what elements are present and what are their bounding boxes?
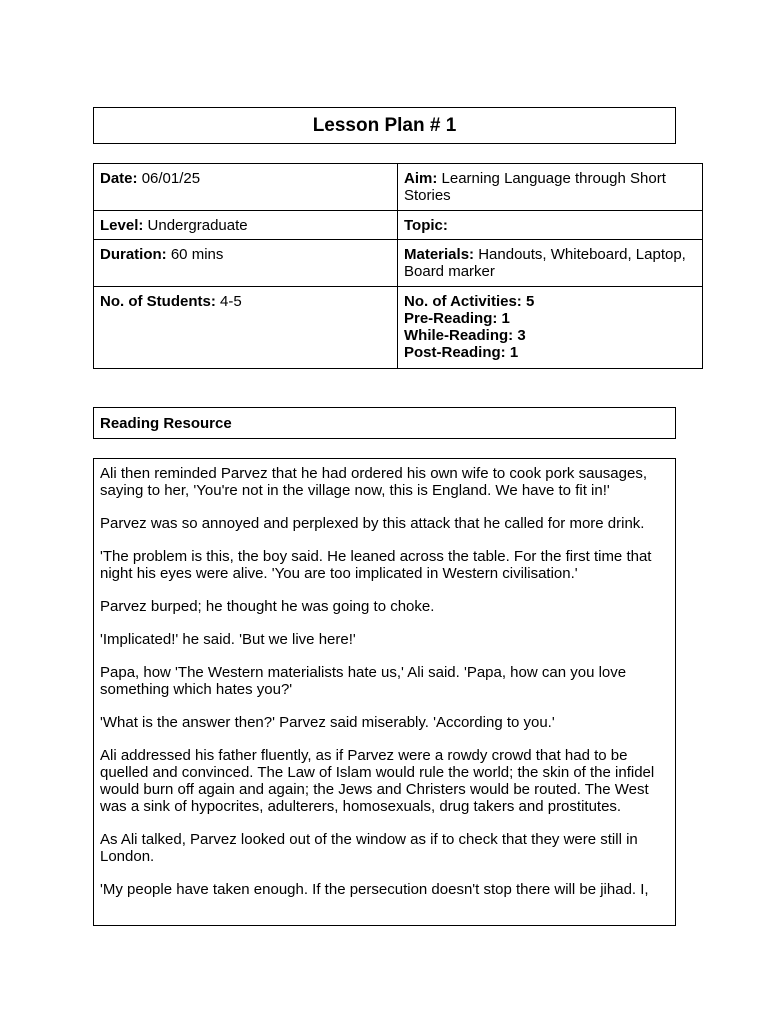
table-row	[94, 210, 703, 240]
lesson-plan-title-box	[93, 107, 676, 144]
lesson-info-table	[93, 163, 703, 369]
activities-cell	[398, 287, 703, 369]
reading-resource-title: Reading Resource	[100, 414, 232, 432]
date-label: Date:	[100, 170, 138, 187]
aim-cell	[398, 164, 703, 211]
reading-paragraph: 'The problem is this, the boy said. He leaned across the table. For the first time that night his eyes were alive. 'You are too implicated in Western civilisation.'	[100, 548, 652, 582]
reading-paragraph: Parvez burped; he thought he was going to choke.	[100, 598, 435, 615]
duration-cell	[94, 240, 398, 287]
materials-label: Materials:	[404, 246, 475, 264]
reading-paragraph: Ali then reminded Parvez that he had ordered his own wife to cook pork sausages, saying to her, 'You're not in the village now, this is England. We have to fit in!'	[100, 465, 647, 499]
materials-value: Handouts, Whiteboard, Laptop, Board marker	[404, 246, 686, 281]
topic-label: Topic:	[404, 216, 448, 234]
level-value: Undergraduate	[147, 216, 248, 234]
while-reading-label: While-Reading: 3	[404, 327, 526, 345]
post-reading-label: Post-Reading: 1	[404, 344, 519, 362]
duration-label: Duration:	[100, 246, 167, 264]
reading-resource-header	[93, 407, 676, 439]
duration-value: 60 mins	[170, 246, 224, 264]
date-value: 06/01/25	[141, 170, 201, 187]
table-row	[94, 240, 703, 287]
students-label: No. of Students:	[100, 293, 216, 311]
table-row	[94, 287, 703, 369]
materials-cell	[398, 240, 703, 287]
aim-value: Learning Language through Short Stories	[404, 170, 666, 204]
reading-paragraph: 'What is the answer then?' Parvez said miserably. 'According to you.'	[100, 714, 555, 731]
activities-label: No. of Activities: 5	[404, 293, 535, 311]
reading-paragraph: Parvez was so annoyed and perplexed by this attack that he called for more drink.	[100, 515, 645, 532]
topic-cell	[398, 210, 703, 240]
reading-paragraph: Papa, how 'The Western materialists hate us,' Ali said. 'Papa, how can you love something which hates you?'	[100, 664, 627, 698]
pre-reading-label: Pre-Reading: 1	[404, 310, 510, 328]
aim-label: Aim:	[404, 170, 438, 187]
students-value: 4-5	[220, 293, 242, 311]
reading-paragraph: 'Implicated!' he said. 'But we live here!'	[100, 631, 356, 648]
page-title: Lesson Plan # 1	[312, 114, 457, 136]
reading-paragraph: As Ali talked, Parvez looked out of the window as if to check that they were still in London.	[100, 831, 638, 865]
table-row	[94, 164, 703, 211]
reading-paragraph: Ali addressed his father fluently, as if Parvez were a rowdy crowd that had to be quelled and convinced. The Law of Islam would rule the world; the skin of the infidel would burn off again and again; the Jews and Christers would be routed. The West was a sink of hypocrites, adulterers, homosexuals, drug takers and prostitutes.	[100, 747, 655, 815]
reading-text-box	[93, 458, 676, 926]
students-cell	[94, 287, 398, 369]
level-cell	[94, 210, 398, 240]
level-label: Level:	[100, 216, 144, 234]
date-cell	[94, 164, 398, 211]
reading-paragraph: 'My people have taken enough. If the persecution doesn't stop there will be jihad. I,	[100, 881, 649, 898]
